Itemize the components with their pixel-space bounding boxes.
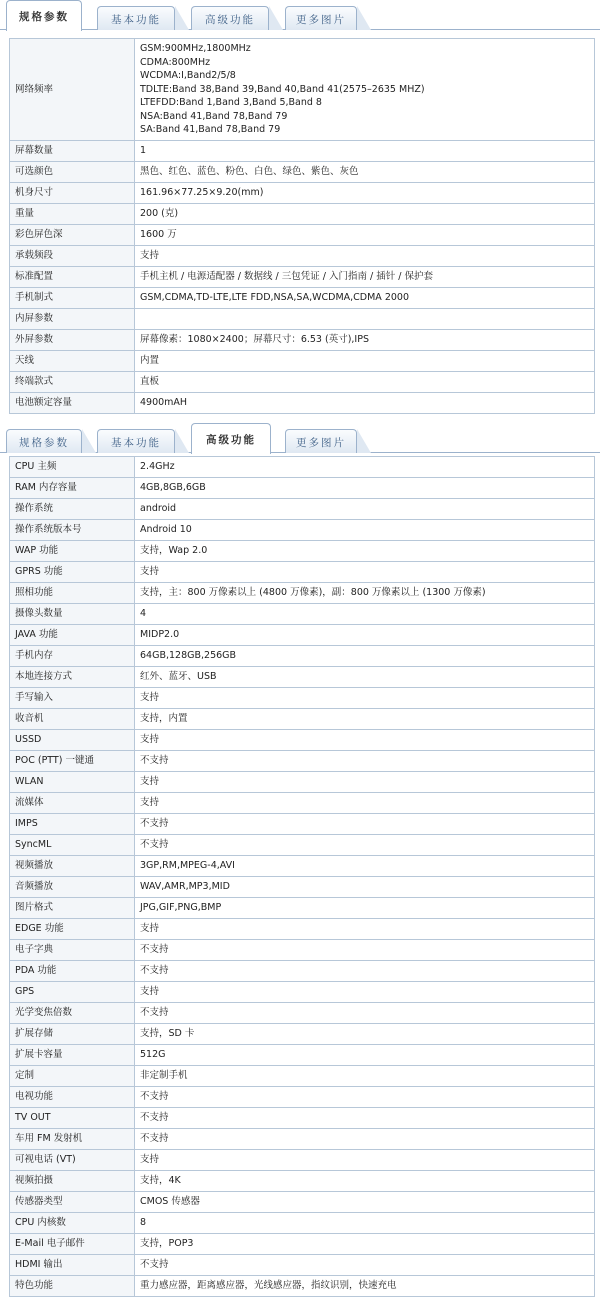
row-value: 64GB,128GB,256GB — [135, 646, 595, 667]
table-row — [10, 1150, 595, 1171]
row-value: GSM,CDMA,TD-LTE,LTE FDD,NSA,SA,WCDMA,CDMA 2000 — [135, 288, 595, 309]
tab-more-images[interactable] — [285, 6, 357, 30]
table-row — [10, 940, 595, 961]
table-row — [10, 330, 595, 351]
row-label: JAVA 功能 — [10, 625, 135, 646]
table-row — [10, 1024, 595, 1045]
table-row — [10, 835, 595, 856]
tab-basic-functions[interactable] — [97, 429, 175, 453]
row-label: POC (PTT) 一键通 — [10, 751, 135, 772]
row-label: 标准配置 — [10, 267, 135, 288]
row-label: 手机制式 — [10, 288, 135, 309]
row-value: 不支持 — [135, 835, 595, 856]
table-row — [10, 478, 595, 499]
row-value: android — [135, 499, 595, 520]
row-label: 摄像头数量 — [10, 604, 135, 625]
row-value: 4GB,8GB,6GB — [135, 478, 595, 499]
tab-spec-params[interactable]: 规格参数 — [6, 0, 82, 31]
row-label: 本地连接方式 — [10, 667, 135, 688]
row-value: 200 (克) — [135, 204, 595, 225]
row-value: 支持，POP3 — [135, 1234, 595, 1255]
table-row — [10, 1234, 595, 1255]
row-label: 收音机 — [10, 709, 135, 730]
table-row — [10, 372, 595, 393]
row-value: 支持，4K — [135, 1171, 595, 1192]
row-value: 直板 — [135, 372, 595, 393]
row-label: 机身尺寸 — [10, 183, 135, 204]
tab-label: 更多图片 — [296, 437, 346, 449]
row-label: 定制 — [10, 1066, 135, 1087]
row-value: 不支持 — [135, 1108, 595, 1129]
row-label: 外屏参数 — [10, 330, 135, 351]
table-row — [10, 1045, 595, 1066]
row-label: 扩展存储 — [10, 1024, 135, 1045]
row-value: 不支持 — [135, 940, 595, 961]
row-label: 承载频段 — [10, 246, 135, 267]
table-row — [10, 688, 595, 709]
table-row — [10, 309, 595, 330]
row-label: 重量 — [10, 204, 135, 225]
row-label: 可视电话 (VT) — [10, 1150, 135, 1171]
table-row — [10, 814, 595, 835]
table-row — [10, 919, 595, 940]
row-value: 1 — [135, 141, 595, 162]
row-value: 4 — [135, 604, 595, 625]
row-value: CMOS 传感器 — [135, 1192, 595, 1213]
row-value: 支持，内置 — [135, 709, 595, 730]
row-label: 屏幕数量 — [10, 141, 135, 162]
tab-spec-params[interactable] — [6, 429, 82, 453]
tab-label: 基本功能 — [111, 14, 161, 26]
tab-basic-functions[interactable] — [97, 6, 175, 30]
row-label: 电池额定容量 — [10, 393, 135, 414]
tab-advanced-functions[interactable]: 高级功能 — [191, 423, 271, 454]
row-value: 不支持 — [135, 1255, 595, 1276]
table-row — [10, 625, 595, 646]
table-row — [10, 1129, 595, 1150]
row-label: 音频播放 — [10, 877, 135, 898]
table-row — [10, 499, 595, 520]
tab-label: 高级功能 — [205, 14, 255, 26]
row-label: 光学变焦倍数 — [10, 1003, 135, 1024]
row-label: 终端款式 — [10, 372, 135, 393]
row-value: 8 — [135, 1213, 595, 1234]
tab-label: 更多图片 — [296, 14, 346, 26]
row-label: RAM 内存容量 — [10, 478, 135, 499]
table-row — [10, 39, 595, 141]
table-row — [10, 751, 595, 772]
spec-tabbar — [0, 0, 600, 30]
row-value: 支持 — [135, 772, 595, 793]
spec-params-table — [9, 38, 595, 414]
row-value: 手机主机 / 电源适配器 / 数据线 / 三包凭证 / 入门指南 / 插针 / 保护套 — [135, 267, 595, 288]
band-line: SA:Band 41,Band 78,Band 79 — [140, 124, 281, 136]
row-value: 512G — [135, 1045, 595, 1066]
row-value: 161.96×77.25×9.20(mm) — [135, 183, 595, 204]
row-value: 2.4GHz — [135, 457, 595, 478]
row-label: IMPS — [10, 814, 135, 835]
row-value: 3GP,RM,MPEG-4,AVI — [135, 856, 595, 877]
table-row — [10, 141, 595, 162]
table-row — [10, 898, 595, 919]
band-line: NSA:Band 41,Band 78,Band 79 — [140, 110, 288, 122]
row-value: 红外、蓝牙、USB — [135, 667, 595, 688]
row-label: TV OUT — [10, 1108, 135, 1129]
network-frequency-value — [135, 39, 595, 141]
band-line: CDMA:800MHz — [140, 56, 211, 68]
row-value: MIDP2.0 — [135, 625, 595, 646]
table-row — [10, 1108, 595, 1129]
row-label: 扩展卡容量 — [10, 1045, 135, 1066]
row-label: 视频拍摄 — [10, 1171, 135, 1192]
row-value: 不支持 — [135, 1129, 595, 1150]
row-value: 不支持 — [135, 1087, 595, 1108]
row-value: 不支持 — [135, 1003, 595, 1024]
row-value: Android 10 — [135, 520, 595, 541]
table-row — [10, 204, 595, 225]
row-value: WAV,AMR,MP3,MID — [135, 877, 595, 898]
tab-label: 规格参数 — [19, 437, 69, 449]
table-row — [10, 1255, 595, 1276]
row-value: 不支持 — [135, 961, 595, 982]
row-value: 支持，SD 卡 — [135, 1024, 595, 1045]
row-label: 可选颜色 — [10, 162, 135, 183]
table-row — [10, 604, 595, 625]
row-value: 屏幕像素：1080×2400；屏幕尺寸：6.53 (英寸),IPS — [135, 330, 595, 351]
row-value: 4900mAH — [135, 393, 595, 414]
row-value: 重力感应器，距离感应器，光线感应器，指纹识别，快速充电 — [135, 1276, 595, 1297]
table-row — [10, 1171, 595, 1192]
band-line: LTEFDD:Band 1,Band 3,Band 5,Band 8 — [140, 97, 322, 109]
row-value: JPG,GIF,PNG,BMP — [135, 898, 595, 919]
table-row — [10, 162, 595, 183]
row-label: USSD — [10, 730, 135, 751]
table-row — [10, 877, 595, 898]
row-value: 支持 — [135, 919, 595, 940]
row-value: 支持 — [135, 793, 595, 814]
table-row — [10, 961, 595, 982]
row-label: 操作系统 — [10, 499, 135, 520]
band-line: GSM:900MHz,1800MHz — [140, 43, 251, 55]
table-row — [10, 288, 595, 309]
row-label: E-Mail 电子邮件 — [10, 1234, 135, 1255]
row-value: 支持 — [135, 1150, 595, 1171]
row-value: 支持 — [135, 688, 595, 709]
table-row — [10, 1276, 595, 1297]
table-row — [10, 246, 595, 267]
table-row — [10, 267, 595, 288]
row-label: 传感器类型 — [10, 1192, 135, 1213]
table-row — [10, 1192, 595, 1213]
table-row — [10, 583, 595, 604]
table-row — [10, 793, 595, 814]
table-row — [10, 1213, 595, 1234]
row-value: 支持 — [135, 730, 595, 751]
table-row — [10, 393, 595, 414]
row-label: 操作系统版本号 — [10, 520, 135, 541]
row-label: 照相功能 — [10, 583, 135, 604]
table-row — [10, 856, 595, 877]
row-label: EDGE 功能 — [10, 919, 135, 940]
row-label: 手写输入 — [10, 688, 135, 709]
table-row — [10, 1087, 595, 1108]
row-value — [135, 309, 595, 330]
row-label: WLAN — [10, 772, 135, 793]
row-label: 彩色屏色深 — [10, 225, 135, 246]
row-label: 电子字典 — [10, 940, 135, 961]
row-value: 非定制手机 — [135, 1066, 595, 1087]
row-label: 车用 FM 发射机 — [10, 1129, 135, 1150]
row-value: 支持 — [135, 982, 595, 1003]
table-row — [10, 541, 595, 562]
table-row — [10, 520, 595, 541]
tab-label: 基本功能 — [111, 437, 161, 449]
row-label: 电视功能 — [10, 1087, 135, 1108]
row-label: 内屏参数 — [10, 309, 135, 330]
row-value: 1600 万 — [135, 225, 595, 246]
row-value: 支持 — [135, 562, 595, 583]
tab-advanced-functions[interactable] — [191, 6, 269, 30]
table-row — [10, 667, 595, 688]
table-row — [10, 457, 595, 478]
row-label: GPS — [10, 982, 135, 1003]
band-line: TDLTE:Band 38,Band 39,Band 40,Band 41(2575–2635 MHZ) — [140, 83, 425, 95]
row-label: GPRS 功能 — [10, 562, 135, 583]
row-value: 黑色、红色、蓝色、粉色、白色、绿色、紫色、灰色 — [135, 162, 595, 183]
advanced-functions-table — [9, 456, 595, 1297]
row-label: 天线 — [10, 351, 135, 372]
row-label: 流媒体 — [10, 793, 135, 814]
table-row — [10, 646, 595, 667]
row-label: 特色功能 — [10, 1276, 135, 1297]
table-row — [10, 225, 595, 246]
table-row — [10, 183, 595, 204]
table-row — [10, 772, 595, 793]
table-row — [10, 1003, 595, 1024]
table-row — [10, 1066, 595, 1087]
row-value: 支持 — [135, 246, 595, 267]
band-line: WCDMA:I,Band2/5/8 — [140, 70, 236, 82]
row-label: CPU 内核数 — [10, 1213, 135, 1234]
row-label: CPU 主频 — [10, 457, 135, 478]
row-label: 视频播放 — [10, 856, 135, 877]
table-row — [10, 562, 595, 583]
row-label: 网络频率 — [10, 39, 135, 141]
row-label: PDA 功能 — [10, 961, 135, 982]
row-value: 不支持 — [135, 751, 595, 772]
table-row — [10, 982, 595, 1003]
table-row — [10, 351, 595, 372]
advanced-tabbar — [0, 423, 600, 453]
row-label: 手机内存 — [10, 646, 135, 667]
row-value: 内置 — [135, 351, 595, 372]
row-label: SyncML — [10, 835, 135, 856]
row-label: 图片格式 — [10, 898, 135, 919]
row-label: HDMI 输出 — [10, 1255, 135, 1276]
tab-more-images[interactable] — [285, 429, 357, 453]
table-row — [10, 730, 595, 751]
row-value: 支持，Wap 2.0 — [135, 541, 595, 562]
row-value: 支持，主：800 万像素以上 (4800 万像素)，副：800 万像素以上 (1300 万像素) — [135, 583, 595, 604]
table-row — [10, 709, 595, 730]
row-value: 不支持 — [135, 814, 595, 835]
row-label: WAP 功能 — [10, 541, 135, 562]
